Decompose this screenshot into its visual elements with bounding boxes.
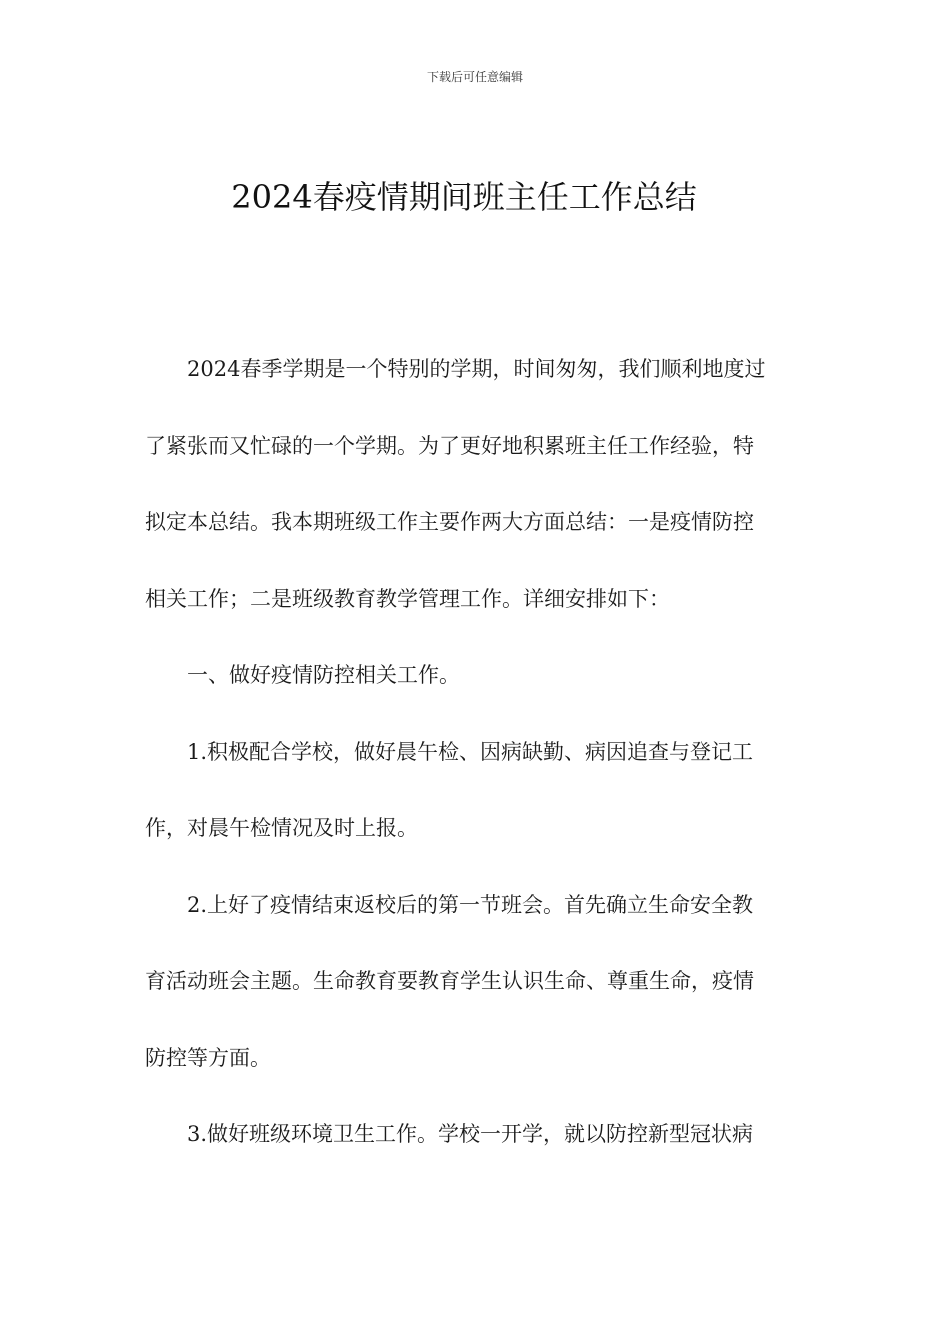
section-heading: 一、做好疫情防控相关工作。 [187,663,460,687]
paragraph-line: 防控等方面。 [145,1045,271,1070]
paragraph-line: 拟定本总结。我本期班级工作主要作两大方面总结：一是疫情防控 [145,510,754,534]
document-title: 2024春疫情期间班主任工作总结 [231,178,697,216]
paragraph-line: 1.积极配合学校，做好晨午检、因病缺勤、病因追查与登记工 [187,739,754,764]
paragraph-line: 作，对晨午检情况及时上报。 [145,816,418,840]
paragraph-line: 2024春季学期是一个特别的学期，时间匆匆，我们顺利地度过 [187,357,766,381]
paragraph-line: 了紧张而又忙碌的一个学期。为了更好地积累班主任工作经验，特 [145,433,754,458]
paragraph-line: 育活动班会主题。生命教育要教育学生认识生命、尊重生命，疫情 [145,969,754,993]
paragraph-line: 2.上好了疫情结束返校后的第一节班会。首先确立生命安全教 [187,892,754,917]
header-note: 下载后可任意编辑 [426,70,523,84]
document-body [145,343,807,1185]
paragraph-line: 3.做好班级环境卫生工作。学校一开学，就以防控新型冠状病 [187,1122,754,1146]
paragraph-line: 相关工作；二是班级教育教学管理工作。详细安排如下： [145,586,670,611]
